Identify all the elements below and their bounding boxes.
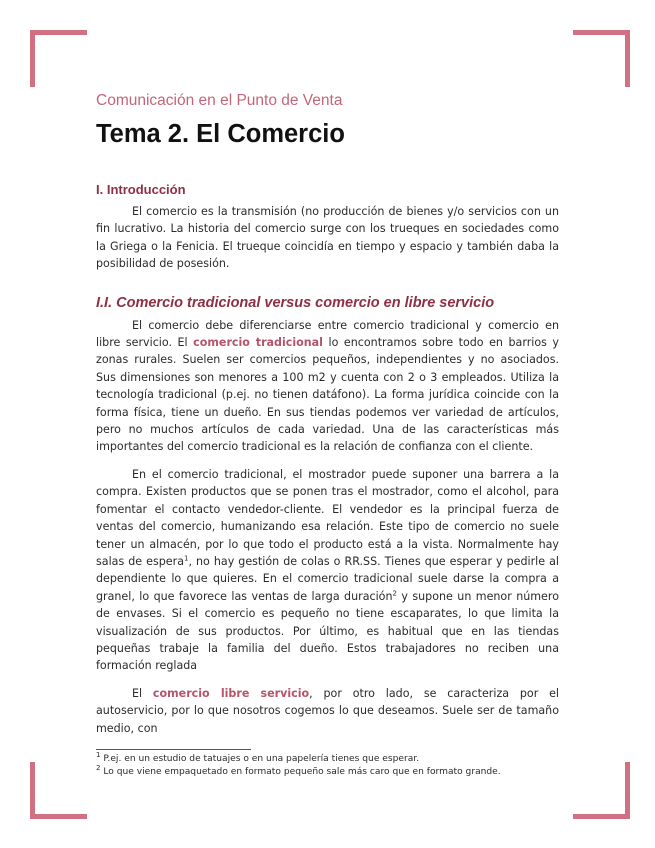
footnote-1 [96, 750, 559, 766]
text-run: lo encontramos sobre todo en barrios y zonas rurales. Suelen ser comercios pequeños, independientes y no asociados. Sus dimensiones son menores a 100 m2 y cuenta con 2 o 3 empleados. Utiliza la tecnología tradicional (p.ej. no tienen datáfono). La forma jurídica coincide con la forma física, tiene un dueño. En sus tiendas podemos ver variedad de artículos, pero no muchos artículos de cada variedad. Una de las características más importantes del comercio tradicional es la relación de confianza con el cliente. [96, 336, 560, 454]
footnote-text: P.ej. en un estudio de tatuajes o en una papelería tienes que esperar. [100, 753, 420, 764]
page-title: Tema 2. El Comercio [96, 120, 345, 148]
corner-frame-bottom-left [30, 762, 87, 819]
text-run: , por otro lado, se caracteriza por el autoservicio, por lo que nosotros cogemos lo que deseamos. Suele ser de tamaño medio, con [96, 686, 560, 735]
page-content [96, 92, 559, 779]
text-run: En el comercio tradicional, el mostrador puede suponer una barrera a la compra. Existen productos que se ponen tras el mostrador, como el alcohol, para fomentar el contacto vendedor-cliente. El vendedor es la principal fuerza de ventas del comercio, humanizando esa relación. Este tipo de comercio no suele tener un almacén, por lo que todo el producto está a la vista. Normalmente hay salas de espera [96, 467, 559, 568]
highlight-term-comercio-tradicional: comercio tradicional [193, 336, 323, 350]
footnote-number: 1 [96, 750, 101, 759]
footnote-ref-2[interactable]: 2 [392, 589, 397, 598]
footnote-ref-1[interactable]: 1 [184, 554, 189, 563]
text-run: El [132, 686, 153, 700]
corner-frame-bottom-right [573, 762, 630, 819]
corner-frame-top-left [30, 30, 87, 87]
corner-frame-top-right [573, 30, 630, 87]
section-heading-introduccion: I. Introducción [96, 182, 186, 197]
highlight-term-libre-servicio: comercio libre servicio [152, 686, 310, 700]
footnote-divider [96, 749, 251, 750]
text-run: , no hay gestión de colas o RR.SS. Tienes que esperar y pedirle al dependiente lo que quieres. En el comercio tradicional suele darse la compra a granel, lo que favorece las ventas de larga duración [96, 554, 559, 603]
course-subtitle: Comunicación en el Punto de Venta [96, 92, 343, 109]
text-run: El comercio debe diferenciarse entre comercio tradicional y comercio en libre servicio. El [96, 318, 559, 350]
footnote-text: Lo que viene empaquetado en formato pequeño sale más caro que en formato grande. [100, 766, 501, 777]
paragraph-libre-servicio [96, 685, 559, 737]
text-run: y supone un menor número de envases. Si el comercio es pequeño no tiene escaparates, lo que limita la visualización de sus productos. Por último, es habitual que en las tiendas pequeñas trabaje la familia del dueño. Estos trabajadores no reciben una formación reglada [96, 589, 559, 673]
paragraph-comercio-tradicional [96, 317, 559, 456]
paragraph-intro: El comercio es la transmisión (no producción de bienes y/o servicios con un fin lucrativo. La historia del comercio surge con los trueques en sociedades como la Griega o la Fenicia. El trueque coincidía en tiempo y espacio y también daba la posibilidad de posesión. [96, 205, 559, 271]
footnote-2 [96, 763, 559, 779]
footnote-number: 2 [96, 763, 101, 772]
paragraph-mostrador [96, 466, 559, 675]
section-heading-comercio-tradicional: I.I. Comercio tradicional versus comercio en libre servicio [96, 294, 495, 311]
